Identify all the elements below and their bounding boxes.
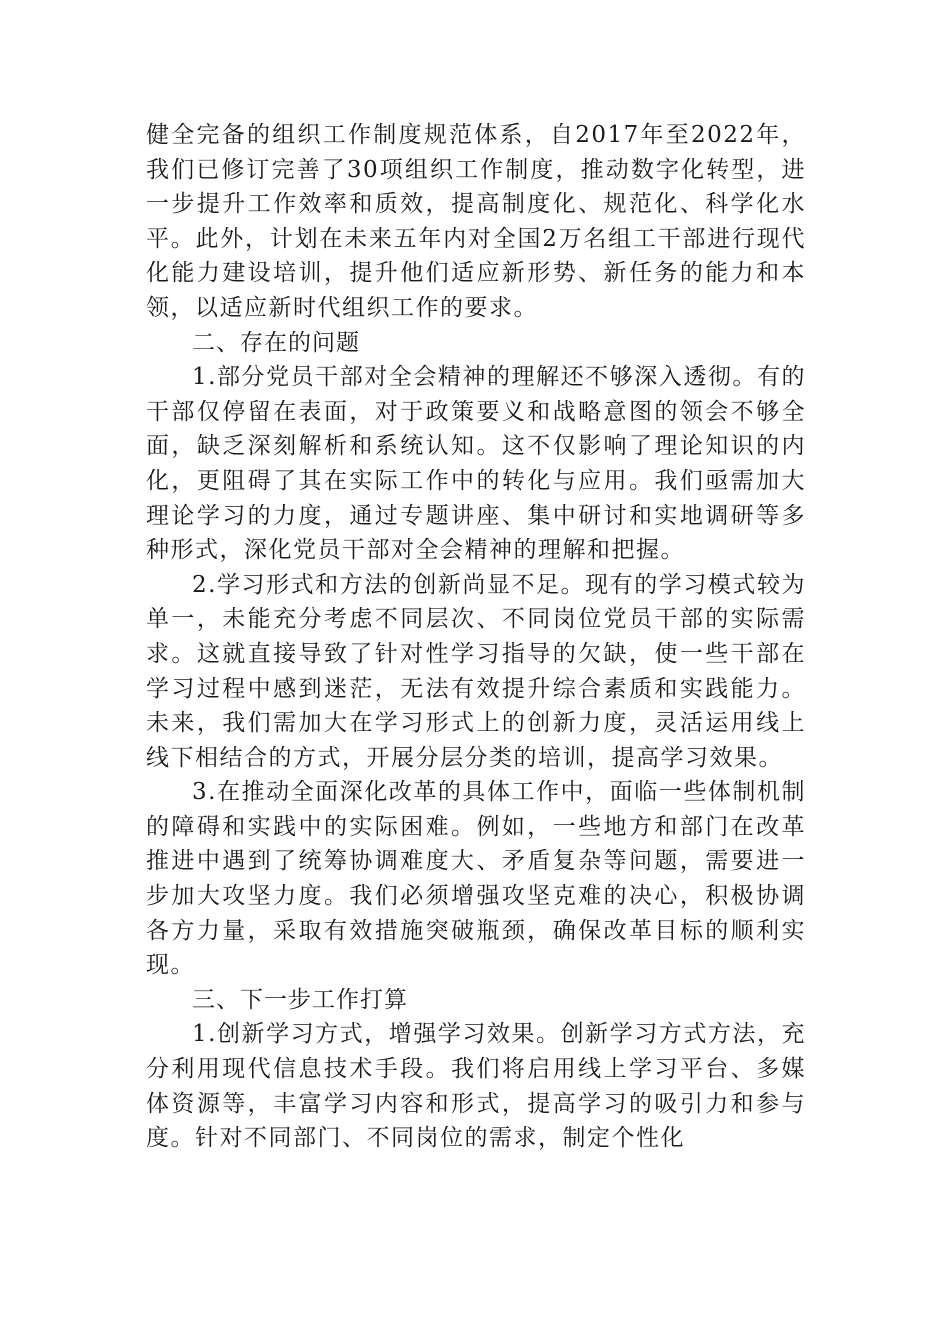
section-heading-next-steps: 三、下一步工作打算 xyxy=(192,986,408,1013)
section-heading-problems: 二、存在的问题 xyxy=(192,329,360,356)
document-page xyxy=(146,118,806,1156)
paragraph-problem-1: 1.部分党员干部对全会精神的理解还不够深入透彻。有的干部仅停留在表面，对于政策要义和战略意图的领会不够全面，缺乏深刻解析和系统认知。这不仅影响了理论知识的内化，更阻碍了其在实际工作中的转化与应用。我们亟需加大理论学习的力度，通过专题讲座、集中研讨和实地调研等多种形式，深化党员干部对全会精神的理解和把握。 xyxy=(146,364,806,564)
paragraph-problem-2: 2.学习形式和方法的创新尚显不足。现有的学习模式较为单一，未能充分考虑不同层次、不同岗位党员干部的实际需求。这就直接导致了针对性学习指导的欠缺，使一些干部在学习过程中感到迷茫，无法有效提升综合素质和实践能力。未来，我们需加大在学习形式上的创新力度，灵活运用线上线下相结合的方式，开展分层分类的培训，提高学习效果。 xyxy=(146,571,806,771)
paragraph-next-step-1: 1.创新学习方式，增强学习效果。创新学习方式方法，充分利用现代信息技术手段。我们将启用线上学习平台、多媒体资源等，丰富学习内容和形式，提高学习的吸引力和参与度。针对不同部门、不同岗位的需求，制定个性化 xyxy=(146,1021,806,1152)
paragraph-continuation: 健全完备的组织工作制度规范体系，自2017年至2022年，我们已修订完善了30项组织工作制度，推动数字化转型，进一步提升工作效率和质效，提高制度化、规范化、科学化水平。此外，计划在未来五年内对全国2万名组工干部进行现代化能力建设培训，提升他们适应新形势、新任务的能力和本领，以适应新时代组织工作的要求。 xyxy=(146,122,806,321)
paragraph-problem-3: 3.在推动全面深化改革的具体工作中，面临一些体制机制的障碍和实践中的实际困难。例如，一些地方和部门在改革推进中遇到了统筹协调难度大、矛盾复杂等问题，需要进一步加大攻坚力度。我们必须增强攻坚克难的决心，积极协调各方力量，采取有效措施突破瓶颈，确保改革目标的顺利实现。 xyxy=(146,779,806,979)
